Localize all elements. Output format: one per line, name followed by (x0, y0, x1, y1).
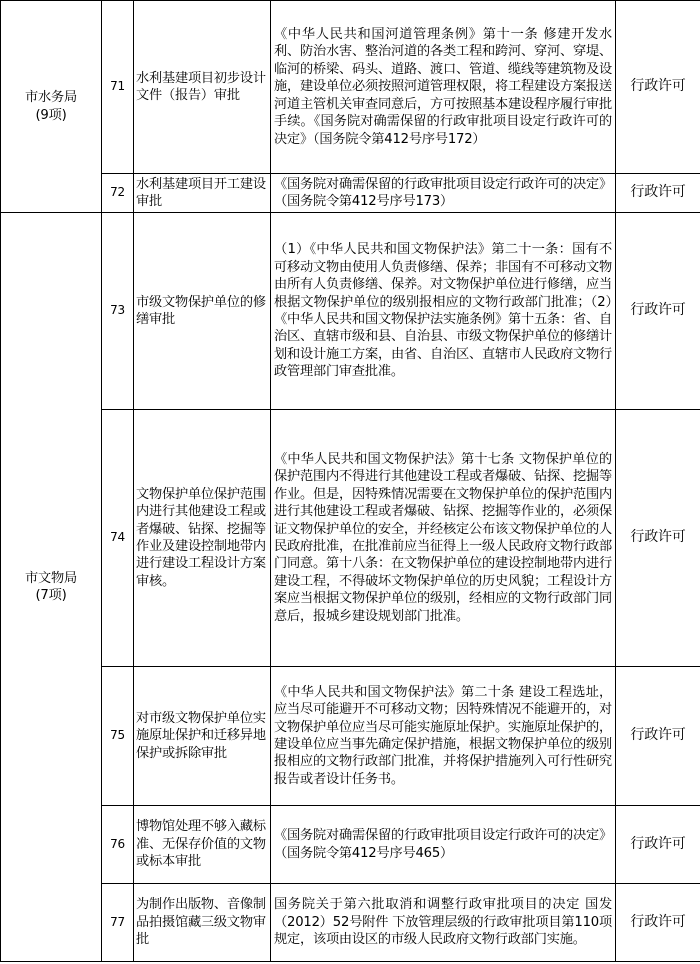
item-number: 75 (102, 667, 134, 806)
department-item-count: (9项) (35, 107, 67, 123)
table-row (1, 667, 700, 806)
table-row (1, 174, 700, 213)
item-name: 水利基建项目初步设计文件（报告）审批 (134, 1, 271, 174)
legal-basis: 《国务院对确需保留的行政审批项目设定行政许可的决定》（国务院令第412号序号465） (271, 806, 616, 884)
table-row (1, 884, 700, 962)
department-cell (1, 213, 102, 962)
item-number: 77 (102, 884, 134, 962)
item-name: 对市级文物保护单位实施原址保护和迁移异地保护或拆除审批 (134, 667, 271, 806)
department-cell (1, 1, 102, 213)
item-number: 76 (102, 806, 134, 884)
table-row (1, 410, 700, 667)
department-name: 市文物局 (25, 570, 77, 586)
item-type: 行政许可 (616, 174, 700, 213)
legal-basis: （1）《中华人民共和国文物保护法》第二十一条：国有不可移动文物由使用人负责修缮、保养；非国有不可移动文物由所有人负责修缮、保养。对文物保护单位进行修缮，应当根据文物保护单位的级别报相应的文物行政部门批准；（2）《中华人民共和国文物保护法实施条例》第十五条：省、自治区、直辖市级和县、自治县、市级文物保护单位的修缮计划和设计施工方案，由省、自治区、直辖市人民政府文物行政管理部门审查批准。 (271, 213, 616, 410)
item-type: 行政许可 (616, 667, 700, 806)
item-number: 74 (102, 410, 134, 667)
item-type: 行政许可 (616, 1, 700, 174)
item-name: 水利基建项目开工建设审批 (134, 174, 271, 213)
legal-basis: 《中华人民共和国文物保护法》第二十条 建设工程选址，应当尽可能避开不可移动文物；因特殊情况不能避开的，对文物保护单位应当尽可能实施原址保护。实施原址保护的，建设单位应当事先确定保护措施，根据文物保护单位的级别报相应的文物行政部门批准，并将保护措施列入可行性研究报告或者设计任务书。 (271, 667, 616, 806)
item-name: 市级文物保护单位的修缮审批 (134, 213, 271, 410)
table-row (1, 213, 700, 410)
item-number: 72 (102, 174, 134, 213)
item-number: 71 (102, 1, 134, 174)
item-name: 博物馆处理不够入藏标准、无保存价值的文物或标本审批 (134, 806, 271, 884)
item-type: 行政许可 (616, 213, 700, 410)
item-type: 行政许可 (616, 884, 700, 962)
item-type: 行政许可 (616, 410, 700, 667)
department-item-count: (7项) (35, 588, 67, 603)
legal-basis: 《国务院对确需保留的行政审批项目设定行政许可的决定》（国务院令第412号序号173） (271, 174, 616, 213)
item-name: 为制作出版物、音像制品拍摄馆藏三级文物审批 (134, 884, 271, 962)
table-row (1, 1, 700, 174)
legal-basis: 《中华人民共和国河道管理条例》第十一条 修建开发水利、防治水害、整治河道的各类工程和跨河、穿河、穿堤、临河的桥梁、码头、道路、渡口、管道、缆线等建筑物及设施，建设单位必须按照河道管理权限，将工程建设方案报送河道主管机关审查同意后，方可按照基本建设程序履行审批手续。《国务院对确需保留的行政审批项目设定行政许可的决定》（国务院令第412号序号172） (271, 1, 616, 174)
legal-basis: 《中华人民共和国文物保护法》第十七条 文物保护单位的保护范围内不得进行其他建设工程或者爆破、钻探、挖掘等作业。但是，因特殊情况需要在文物保护单位的保护范围内进行其他建设工程或者爆破、钻探、挖掘等作业的，必须保证文物保护单位的安全，并经核定公布该文物保护单位的人民政府批准，在批准前应当征得上一级人民政府文物行政部门同意。第十八条：在文物保护单位的建设控制地带内进行建设工程，不得破坏文物保护单位的历史风貌；工程设计方案应当根据文物保护单位的级别，经相应的文物行政部门同意后，报城乡建设规划部门批准。 (271, 410, 616, 667)
item-type: 行政许可 (616, 806, 700, 884)
legal-basis: 国务院关于第六批取消和调整行政审批项目的决定 国发（2012）52号附件 下放管理层级的行政审批项目第110项规定，该项由设区的市级人民政府文物行政部门实施。 (271, 884, 616, 962)
table-row (1, 806, 700, 884)
item-number: 73 (102, 213, 134, 410)
department-name: 市水务局 (25, 90, 77, 106)
item-name: 文物保护单位保护范围内进行其他建设工程或者爆破、钻探、挖掘等作业及建设控制地带内进行建设工程设计方案审核。 (134, 410, 271, 667)
